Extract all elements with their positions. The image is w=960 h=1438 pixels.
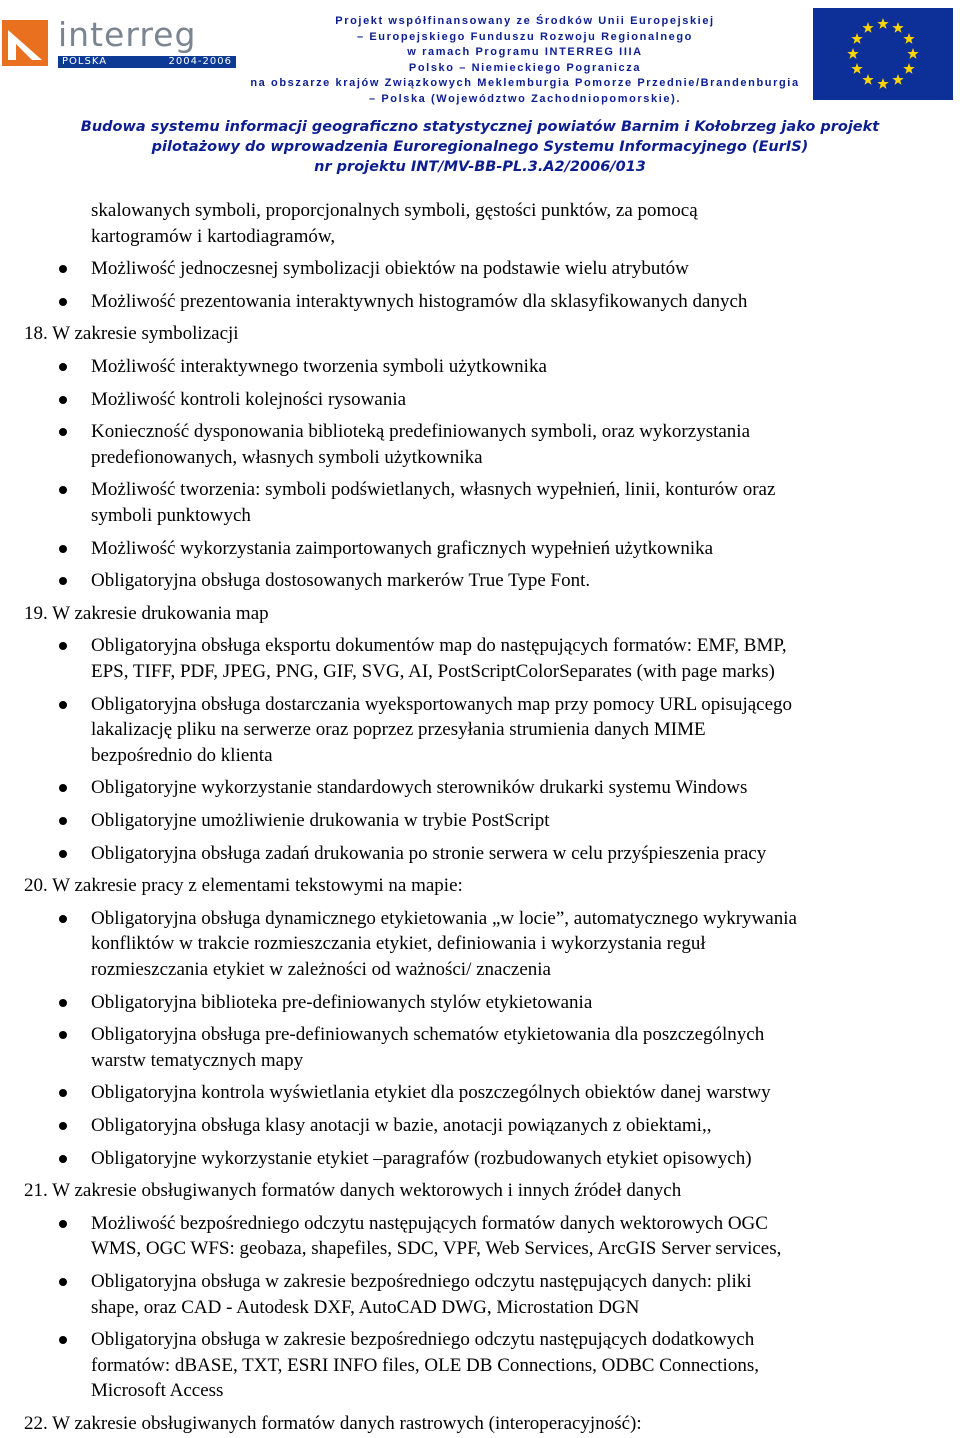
eu-star-icon [851,63,862,74]
list-item-text: konfliktów w trakcie rozmieszczania etykiet, definiowania i wykorzystania reguł [91,933,706,955]
eu-star-icon [892,22,903,33]
list-item-text: kartogramów i kartodiagramów, [91,225,336,247]
list-item-text: formatów: dBASE, TXT, ESRI INFO files, OLE DB Connections, ODBC Connections, [91,1354,759,1376]
eu-star-icon [862,22,873,33]
bullet-icon [59,1031,67,1039]
bullet-icon [59,701,67,709]
eu-star-icon [907,48,918,59]
list-item-text: Możliwość interaktywnego tworzenia symboli użytkownika [91,356,547,377]
section-heading: 21. W zakresie obsługiwanych formatów danych wektorowych i innych źródeł danych [24,1180,682,1202]
eu-star-icon [903,63,914,74]
list-item-text: EPS, TIFF, PDF, JPEG, PNG, GIF, SVG, AI, PostScriptColorSeparates (with page marks) [91,661,775,682]
bullet-icon [59,915,67,923]
list-item-text: Obligatoryjna obsługa dostarczania wyeksportowanych map przy pomocy URL opisującego [91,693,793,715]
list-item-text: Możliwość prezentowania interaktywnych histogramów dla sklasyfikowanych danych [91,290,748,312]
section-heading: 22. W zakresie obsługiwanych formatów danych rastrowych (interoperacyjność): [24,1413,642,1434]
eu-star-icon [892,74,903,85]
section-heading: 18. W zakresie symbolizacji [24,323,239,345]
bullet-icon [59,1336,67,1344]
bullet-icon [59,1089,67,1097]
section-heading: 20. W zakresie pracy z elementami tekstowymi na mapie: [24,875,463,897]
list-item-text: Konieczność dysponowania biblioteką predefiniowanych symboli, oraz wykorzystania [91,421,751,443]
program-line: w ramach Programu INTERREG IIIA [407,46,643,58]
eu-star-icon [847,48,858,59]
list-item-text: Obligatoryjne wykorzystanie etykiet –paragrafów (rozbudowanych etykiet opisowych) [91,1147,752,1169]
interreg-logo [2,14,238,74]
list-item-text: Microsoft Access [91,1380,224,1402]
list-item-text: Możliwość jednoczesnej symbolizacji obiektów na podstawie wielu atrybutów [91,258,689,280]
eu-star-icon [877,78,888,89]
list-item-text: Możliwość kontroli kolejności rysowania [91,388,407,410]
bullet-icon [59,999,67,1007]
list-item-text: lakalizację pliku na serwerze oraz poprzez przesyłania strumienia danych MIME [91,719,706,741]
bullet-icon [59,265,67,273]
logo-subtitle-country: POLSKA [62,56,108,67]
list-item-text: Możliwość wykorzystania zaimportowanych graficznych wypełnień użytkownika [91,537,714,559]
list-item-text: predefionowanych, własnych symboli użytkownika [91,446,483,468]
program-line: Projekt współfinansowany ze Środków Unii Europejskiej [335,15,715,27]
program-line: na obszarze krajów Związkowych Meklemburgia Pomorze Przednie/Brandenburgia [250,77,800,89]
list-item-text: warstw tematycznych mapy [91,1049,304,1071]
list-item-text: skalowanych symboli, proporcjonalnych symboli, gęstości punktów, za pomocą [91,200,698,221]
bullet-icon [59,1122,67,1130]
page-header [0,0,960,175]
list-item-text: Obligatoryjne wykorzystanie standardowych sterowników drukarki systemu Windows [91,777,748,799]
list-item-text: rozmieszczania etykiet w zależności od ważności/ znaczenia [91,959,551,980]
bullet-icon [59,817,67,825]
program-line: – Europejskiego Funduszu Rozwoju Regionalnego [356,30,693,43]
list-item-text: symboli punktowych [91,505,251,526]
list-item-text: Obligatoryjne umożliwienie drukowania w trybie PostScript [91,810,550,831]
list-item-text: Możliwość bezpośredniego odczytu następujących formatów danych wektorowych OGC [91,1212,768,1234]
interreg-emblem-icon [2,20,48,66]
list-item-text: WMS, OGC WFS: geobaza, shapefiles, SDC, VPF, Web Services, ArcGIS Server services, [91,1238,782,1260]
list-item-text: Obligatoryjna obsługa eksportu dokumentów map do następujących formatów: EMF, BMP, [91,635,787,657]
list-item-text: Obligatoryjna kontrola wyświetlania etykiet dla poszczególnych obiektów danej warstwy [91,1082,771,1104]
eu-star-icon [851,33,862,44]
list-item-text: Obligatoryjna obsługa dostosowanych markerów True Type Font. [91,570,591,592]
project-title-line: nr projektu INT/MV-BB-PL.3.A2/2006/013 [314,159,646,175]
list-item-text: Obligatoryjna obsługa klasy anotacji w bazie, anotacji powiązanych z obiektami,, [91,1115,712,1136]
bullet-icon [59,1278,67,1286]
eu-star-icon [877,18,888,29]
logo-wordmark: interreg [58,15,197,54]
eu-star-icon [862,74,873,85]
bullet-icon [59,428,67,436]
list-item-text: Możliwość tworzenia: symboli podświetlanych, własnych wypełnień, linii, konturów oraz [91,479,776,501]
bullet-icon [59,577,67,585]
bullet-icon [59,545,67,553]
project-title-line: pilotażowy do wprowadzenia Euroregionalnego Systemu Informacyjnego (EurIS) [151,139,809,155]
eu-star-icon [903,33,914,44]
bullet-icon [59,1220,67,1228]
list-item-text: Obligatoryjna obsługa w zakresie bezpośredniego odczytu następujących dodatkowych [91,1329,755,1351]
bullet-icon [59,1155,67,1163]
bullet-icon [59,396,67,404]
section-heading: 19. W zakresie drukowania map [24,602,269,624]
bullet-icon [59,784,67,792]
program-line: – Polska (Województwo Zachodniopomorskie). [368,92,682,105]
bullet-icon [59,850,67,858]
list-item-text: Obligatoryjna obsługa dynamicznego etykietowania „w locie”, automatycznego wykrywania [91,907,797,929]
logo-subtitle-years: 2004-2006 [168,56,232,67]
logo-subtitle-bar [58,56,236,68]
list-item-text: Obligatoryjna obsługa pre-definiowanych schematów etykietowania dla poszczególnych [91,1024,765,1046]
list-item-text: Obligatoryjna biblioteka pre-definiowanych stylów etykietowania [91,991,593,1013]
eu-flag-icon [813,8,953,100]
list-item-text: bezpośrednio do klienta [91,744,273,766]
program-info [240,14,810,107]
list-item-text: shape, oraz CAD - Autodesk DXF, AutoCAD DWG, Microstation DGN [91,1296,640,1318]
project-title [0,117,960,177]
list-item-text: Obligatoryjna obsługa w zakresie bezpośredniego odczytu następujących danych: pliki [91,1271,752,1292]
bullet-icon [59,486,67,494]
project-title-line: Budowa systemu informacji geograficzno statystycznej powiatów Barnim i Kołobrzeg jako projekt [80,119,880,135]
bullet-icon [59,642,67,650]
list-item-text: Obligatoryjna obsługa zadań drukowania po stronie serwera w celu przyśpieszenia pracy [91,842,767,864]
program-line: Polsko – Niemieckiego Pogranicza [408,61,642,74]
bullet-icon [59,363,67,371]
bullet-icon [59,298,67,306]
